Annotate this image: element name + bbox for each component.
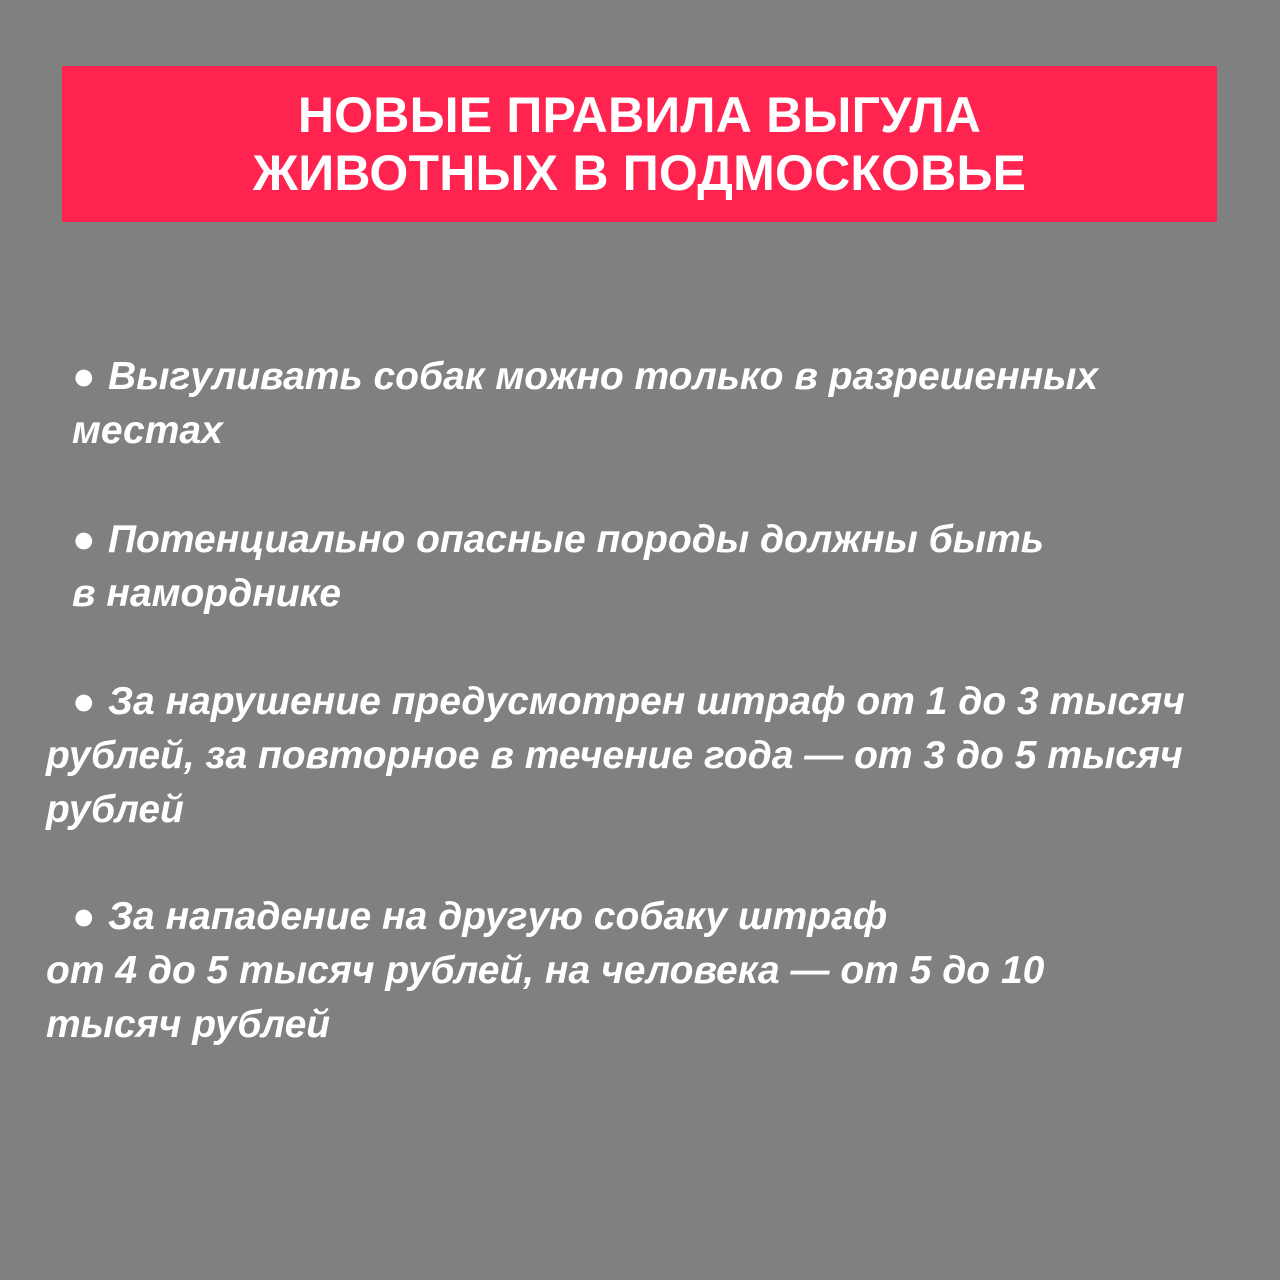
rule-line	[72, 350, 1098, 404]
rule-item-walking-places	[72, 350, 1098, 458]
rule-text: местах	[72, 409, 223, 452]
title-line-1: НОВЫЕ ПРАВИЛА ВЫГУЛА	[297, 87, 982, 143]
rule-item-muzzle	[72, 513, 1044, 621]
rule-line	[46, 675, 1185, 729]
title-banner	[62, 66, 1217, 222]
bullet-icon: ●	[72, 355, 96, 398]
rule-text: в наморднике	[72, 572, 342, 615]
rule-item-violation-fine	[46, 675, 1185, 837]
rule-text: тысяч рублей	[46, 1003, 331, 1046]
rule-line	[46, 890, 1044, 944]
rule-line	[72, 513, 1044, 567]
rule-text: от 4 до 5 тысяч рублей, на человека — от 5 до 10	[46, 949, 1045, 992]
rule-text: Выгуливать собак можно только в разрешенных	[108, 355, 1099, 398]
rule-text: Потенциально опасные породы должны быть	[108, 518, 1044, 561]
bullet-icon: ●	[72, 680, 96, 723]
rule-text: рублей, за повторное в течение года — от 3 до 5 тысяч	[46, 734, 1183, 777]
title-line-2: ЖИВОТНЫХ В ПОДМОСКОВЬЕ	[252, 145, 1027, 201]
bullet-icon: ●	[72, 518, 96, 561]
rule-item-attack-fine	[46, 890, 1044, 1052]
bullet-icon: ●	[72, 895, 96, 938]
rule-text: За нарушение предусмотрен штраф от 1 до 3 тысяч	[108, 680, 1185, 723]
rule-text: За нападение на другую собаку штраф	[108, 895, 888, 938]
rule-text: рублей	[46, 788, 184, 831]
